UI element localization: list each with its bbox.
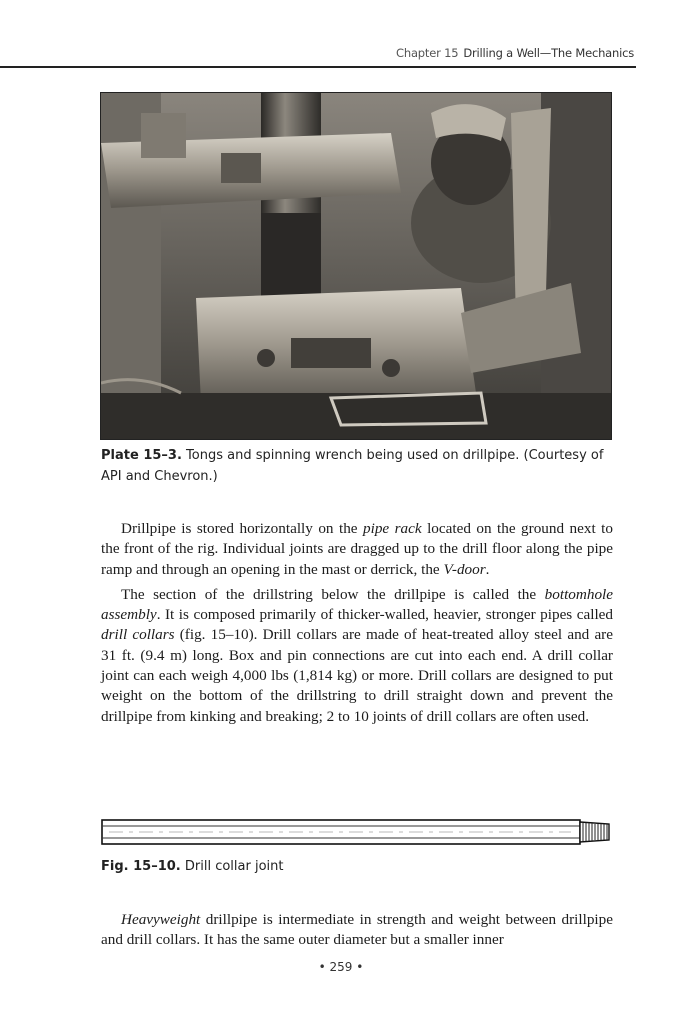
term-pipe-rack: pipe rack — [363, 520, 422, 537]
p1-text-a: Drillpipe is stored horizontally on the — [121, 520, 363, 537]
body-text-upper — [101, 519, 613, 727]
figure-caption — [101, 856, 613, 877]
p1-text-c: . — [485, 560, 490, 578]
plate-label: Plate 15–3. — [101, 448, 182, 463]
paragraph-heavyweight — [101, 910, 613, 951]
plate-caption — [101, 445, 613, 487]
term-drill-collars: drill collars — [101, 626, 175, 644]
plate-caption-text: Tongs and spinning wrench being used on drillpipe. (Courtesy of API and Chevron.) — [101, 448, 604, 484]
chapter-title: Drilling a Well—The Mechanics — [463, 46, 634, 60]
drill-collar-figure — [101, 812, 613, 848]
p1-text-b: located on the ground next to the front of the rig. Individual joints are dragged up to the drill floor along the pipe ramp and through an opening in the mast or derrick, the — [101, 520, 613, 578]
page-number: • 259 • — [318, 960, 364, 974]
p2-text-b: . It is composed primarily of thicker-walled, heavier, stronger pipes called — [156, 606, 613, 624]
p3-text-a: drillpipe is intermediate in strength and weight between drillpipe and drill collars. It has the same outer diameter but a smaller inner — [101, 911, 613, 949]
running-head — [0, 46, 634, 60]
tongs-photo-illustration — [101, 93, 612, 440]
body-text-lower — [101, 910, 613, 951]
drill-collar-drawing — [101, 812, 613, 848]
paragraph-bottomhole-assembly — [101, 585, 613, 727]
term-bottomhole-assembly: bottomhole assembly — [101, 585, 613, 624]
plate-photo — [100, 92, 612, 440]
p2-text-a: The section of the drillstring below the drillpipe is called the — [121, 585, 545, 603]
p2-text-c: (fig. 15–10). Drill collars are made of heat-treated alloy steel and are 31 ft. (9.4 m) long. Box and pin connections are cut into each end. A drill collar joint can each weigh 4,000 lbs (1,814 kg) or more. Drill collars are designed to put weight on the bottom of the drillstring to drill straight down and prevent the drillpipe from kinking and breaking; 2 to 10 joints of drill collars are often used. — [101, 626, 613, 725]
figure-label: Fig. 15–10. — [101, 859, 181, 874]
term-v-door: V-door — [443, 560, 486, 578]
term-heavyweight: Heavyweight — [121, 911, 201, 928]
paragraph-pipe-rack — [101, 519, 613, 580]
chapter-label: Chapter 15 — [396, 46, 459, 60]
header-rule — [0, 66, 636, 68]
figure-caption-text: Drill collar joint — [184, 859, 284, 874]
